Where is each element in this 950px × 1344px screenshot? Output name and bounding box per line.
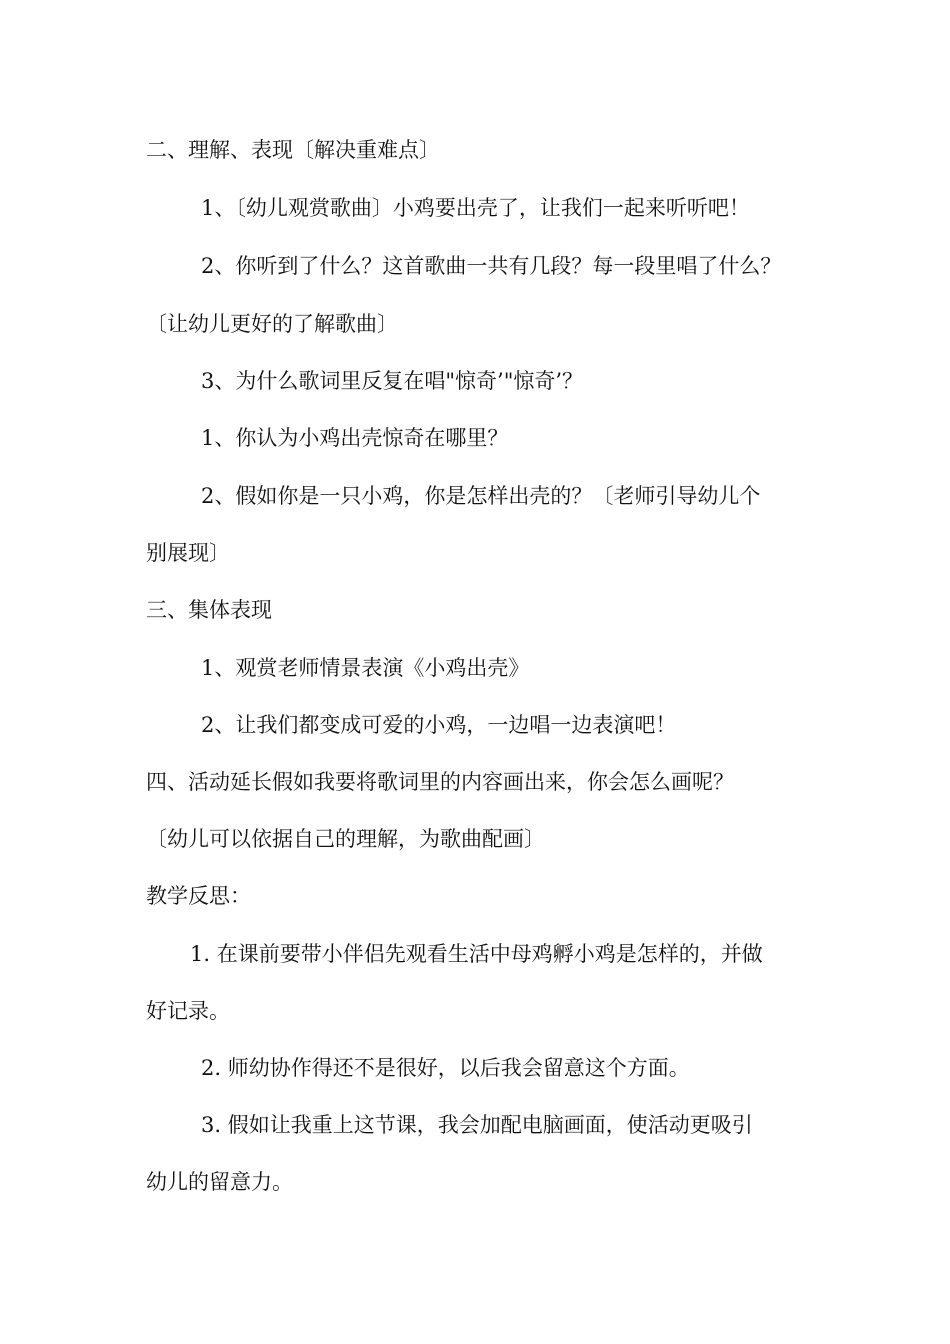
- paragraph-line: 1、〔幼儿观赏歌曲〕小鸡要出壳了，让我们一起来听听吧！: [201, 196, 750, 220]
- paragraph-line: 2、假如你是一只小鸡，你是怎样出壳的？〔老师引导幼儿个: [201, 484, 761, 508]
- section-heading-2: 二、理解、表现〔解决重难点〕: [146, 138, 440, 162]
- paragraph-line: 〔幼儿可以依据自己的理解，为歌曲配画〕: [146, 827, 545, 851]
- paragraph-line: 3. 假如让我重上这节课，我会加配电脑画面，使活动更吸引: [201, 1113, 753, 1137]
- paragraph-line: 好记录。: [146, 999, 230, 1023]
- paragraph-line: 1、观赏老师情景表演《小鸡出壳》: [201, 656, 530, 680]
- section-heading-reflection: 教学反思：: [146, 884, 251, 908]
- paragraph-line: 2、让我们都变成可爱的小鸡，一边唱一边表演吧！: [201, 713, 677, 737]
- paragraph-line: 3、为什么歌词里反复在唱"惊奇’"惊奇’？: [201, 369, 584, 393]
- section-heading-4: 四、活动延长假如我要将歌词里的内容画出来，你会怎么画呢？: [146, 770, 734, 794]
- section-heading-3: 三、集体表现: [146, 598, 272, 622]
- paragraph-line: 2. 师幼协作得还不是很好，以后我会留意这个方面。: [201, 1056, 690, 1080]
- paragraph-line: 1、你认为小鸡出壳惊奇在哪里？: [201, 426, 509, 450]
- paragraph-line: 1. 在课前要带小伴侣先观看生活中母鸡孵小鸡是怎样的，并做: [190, 942, 763, 966]
- paragraph-line: 幼儿的留意力。: [146, 1170, 293, 1194]
- paragraph-line: 2、你听到了什么？这首歌曲一共有几段？每一段里唱了什么？: [201, 254, 782, 278]
- paragraph-line: 〔让幼儿更好的了解歌曲〕: [146, 312, 398, 336]
- paragraph-line: 别展现〕: [146, 541, 230, 565]
